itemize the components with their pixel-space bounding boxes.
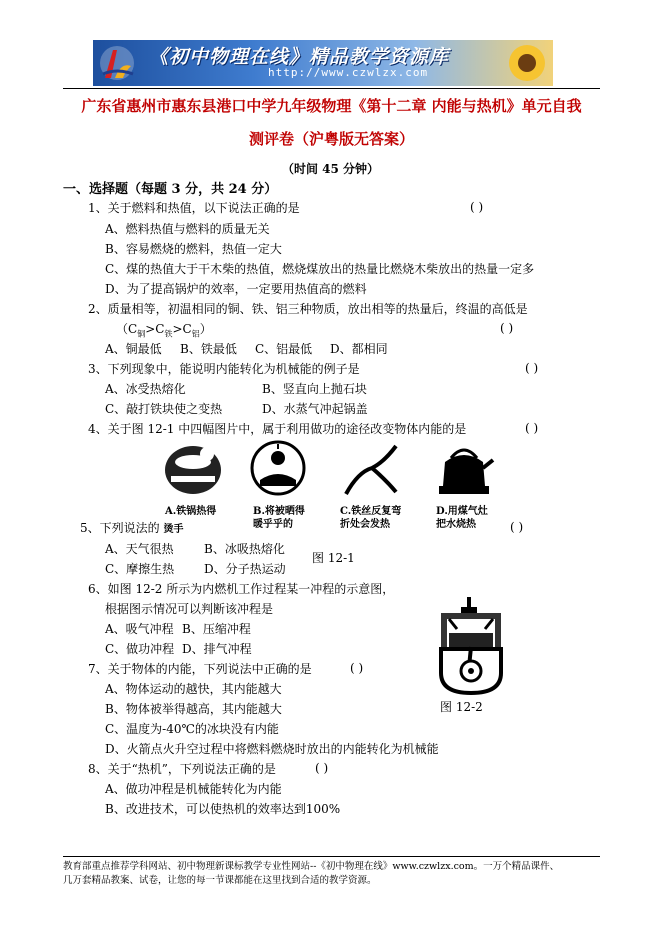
figure-12-1-d-kettle-icon	[433, 440, 495, 498]
banner-url: http://www.czwlzx.com	[268, 66, 429, 79]
header-rule	[63, 88, 600, 89]
answer-bracket: ( )	[525, 361, 539, 375]
option: C、温度为-40℃的冰块没有内能	[105, 722, 279, 736]
option: B、冰吸热熔化	[204, 542, 285, 556]
option: D、分子热运动	[204, 562, 286, 576]
banner-title: 《初中物理在线》精品教学资源库	[149, 46, 450, 68]
question-4-stem: 4、关于图 12-1 中四幅图片中，属于利用做功的途径改变物体内能的是	[88, 422, 467, 436]
option: D、为了提高锅炉的效率，一定要用热值高的燃料	[105, 282, 367, 296]
figure-12-1-a-iron-pot-icon	[163, 440, 223, 496]
figure-label: B.将被晒得 暖乎乎的	[253, 506, 305, 530]
answer-bracket: ( )	[350, 661, 364, 675]
option: C、摩擦生热	[105, 562, 175, 576]
question-3-stem: 3、下列现象中，能说明内能转化为机械能的例子是	[88, 362, 360, 376]
time-note: （时间 45 分钟）	[281, 162, 380, 176]
figure-12-2-engine-cylinder-icon	[435, 597, 507, 695]
question-5-stem: 5、下列说法的 烫手	[80, 521, 184, 535]
option: D、火箭点火升空过程中将燃料燃烧时放出的内能转化为机械能	[105, 742, 439, 756]
figure-12-1-caption: 图 12-1	[312, 551, 355, 565]
answer-bracket: ( )	[510, 520, 524, 534]
logo-icon	[99, 44, 135, 82]
answer-bracket: ( )	[470, 200, 484, 214]
figure-12-1-c-bent-wire-icon	[340, 442, 402, 498]
option: C、敲打铁块使之变热	[105, 402, 223, 416]
option: A、燃料热值与燃料的质量无关	[105, 222, 270, 236]
option: A、天气很热	[105, 542, 174, 556]
option: D、水蒸气冲起锅盖	[262, 402, 368, 416]
question-2-stem: 2、质量相等，初温相同的铜、铁、铝三种物质，放出相等的热量后，终温的高低是	[88, 302, 528, 316]
option: A、铜最低	[105, 342, 162, 356]
option: B、改进技术，可以使热机的效率达到100%	[105, 802, 341, 816]
option: C、做功冲程	[105, 642, 175, 656]
answer-bracket: ( )	[500, 321, 514, 335]
document-title-line2: 测评卷（沪粤版无答案）	[248, 130, 414, 148]
header-banner	[93, 40, 553, 86]
figure-label: C.铁丝反复弯 折处会发热	[340, 506, 402, 530]
option: D、排气冲程	[182, 642, 252, 656]
footer-note	[63, 860, 603, 888]
sunflower-icon	[507, 43, 547, 83]
answer-bracket: ( )	[315, 761, 329, 775]
figure-label: A.铁锅热得	[165, 506, 217, 517]
option: C、铝最低	[255, 342, 313, 356]
footer-line: 几万套精品教案、试卷，让您的每一节课都能在这里找到合适的教学资源。	[63, 875, 377, 886]
option: B、容易燃烧的燃料，热值一定大	[105, 242, 282, 256]
footer-rule	[63, 856, 600, 857]
option: B、物体被举得越高，其内能越大	[105, 702, 282, 716]
question-1-stem: 1、关于燃料和热值，以下说法正确的是	[88, 201, 300, 215]
option: A、冰受热熔化	[105, 382, 186, 396]
question-8-stem: 8、关于“热机”，下列说法正确的是	[88, 762, 276, 776]
option: D、都相同	[330, 342, 388, 356]
option: A、物体运动的越快，其内能越大	[105, 682, 282, 696]
question-7-stem: 7、关于物体的内能，下列说法中正确的是	[88, 662, 312, 676]
footer-line: 教育部重点推荐学科网站、初中物理新课标教学专业性网站--《初中物理在线》www.czwlzx.com。一万个精品课件、	[63, 861, 560, 872]
option: B、铁最低	[180, 342, 237, 356]
answer-bracket: ( )	[525, 421, 539, 435]
figure-12-1-b-sun-quilt-icon	[250, 440, 306, 496]
question-6-stem-continued: 根据图示情况可以判断该冲程是	[105, 602, 274, 616]
section-heading: 一、选择题（每题 3 分，共 24 分）	[63, 182, 278, 197]
option: B、压缩冲程	[182, 622, 251, 636]
figure-12-2-caption: 图 12-2	[440, 700, 483, 714]
document-title-line1: 广东省惠州市惠东县港口中学九年级物理《第十二章 内能与热机》单元自我	[81, 97, 582, 115]
option: B、竖直向上抛石块	[262, 382, 367, 396]
figure-label: D.用煤气灶 把水烧热	[436, 506, 488, 530]
question-6-stem: 6、如图 12-2 所示为内燃机工作过程某一冲程的示意图，	[88, 582, 395, 596]
option: C、煤的热值大于干木柴的热值，燃烧煤放出的热量比燃烧木柴放出的热量一定多	[105, 262, 535, 276]
option: A、吸气冲程	[105, 622, 174, 636]
question-2-note: $(C_铜>C_铁>C_铝)$	[116, 322, 212, 339]
option: A、做功冲程是机械能转化为内能	[105, 782, 282, 796]
